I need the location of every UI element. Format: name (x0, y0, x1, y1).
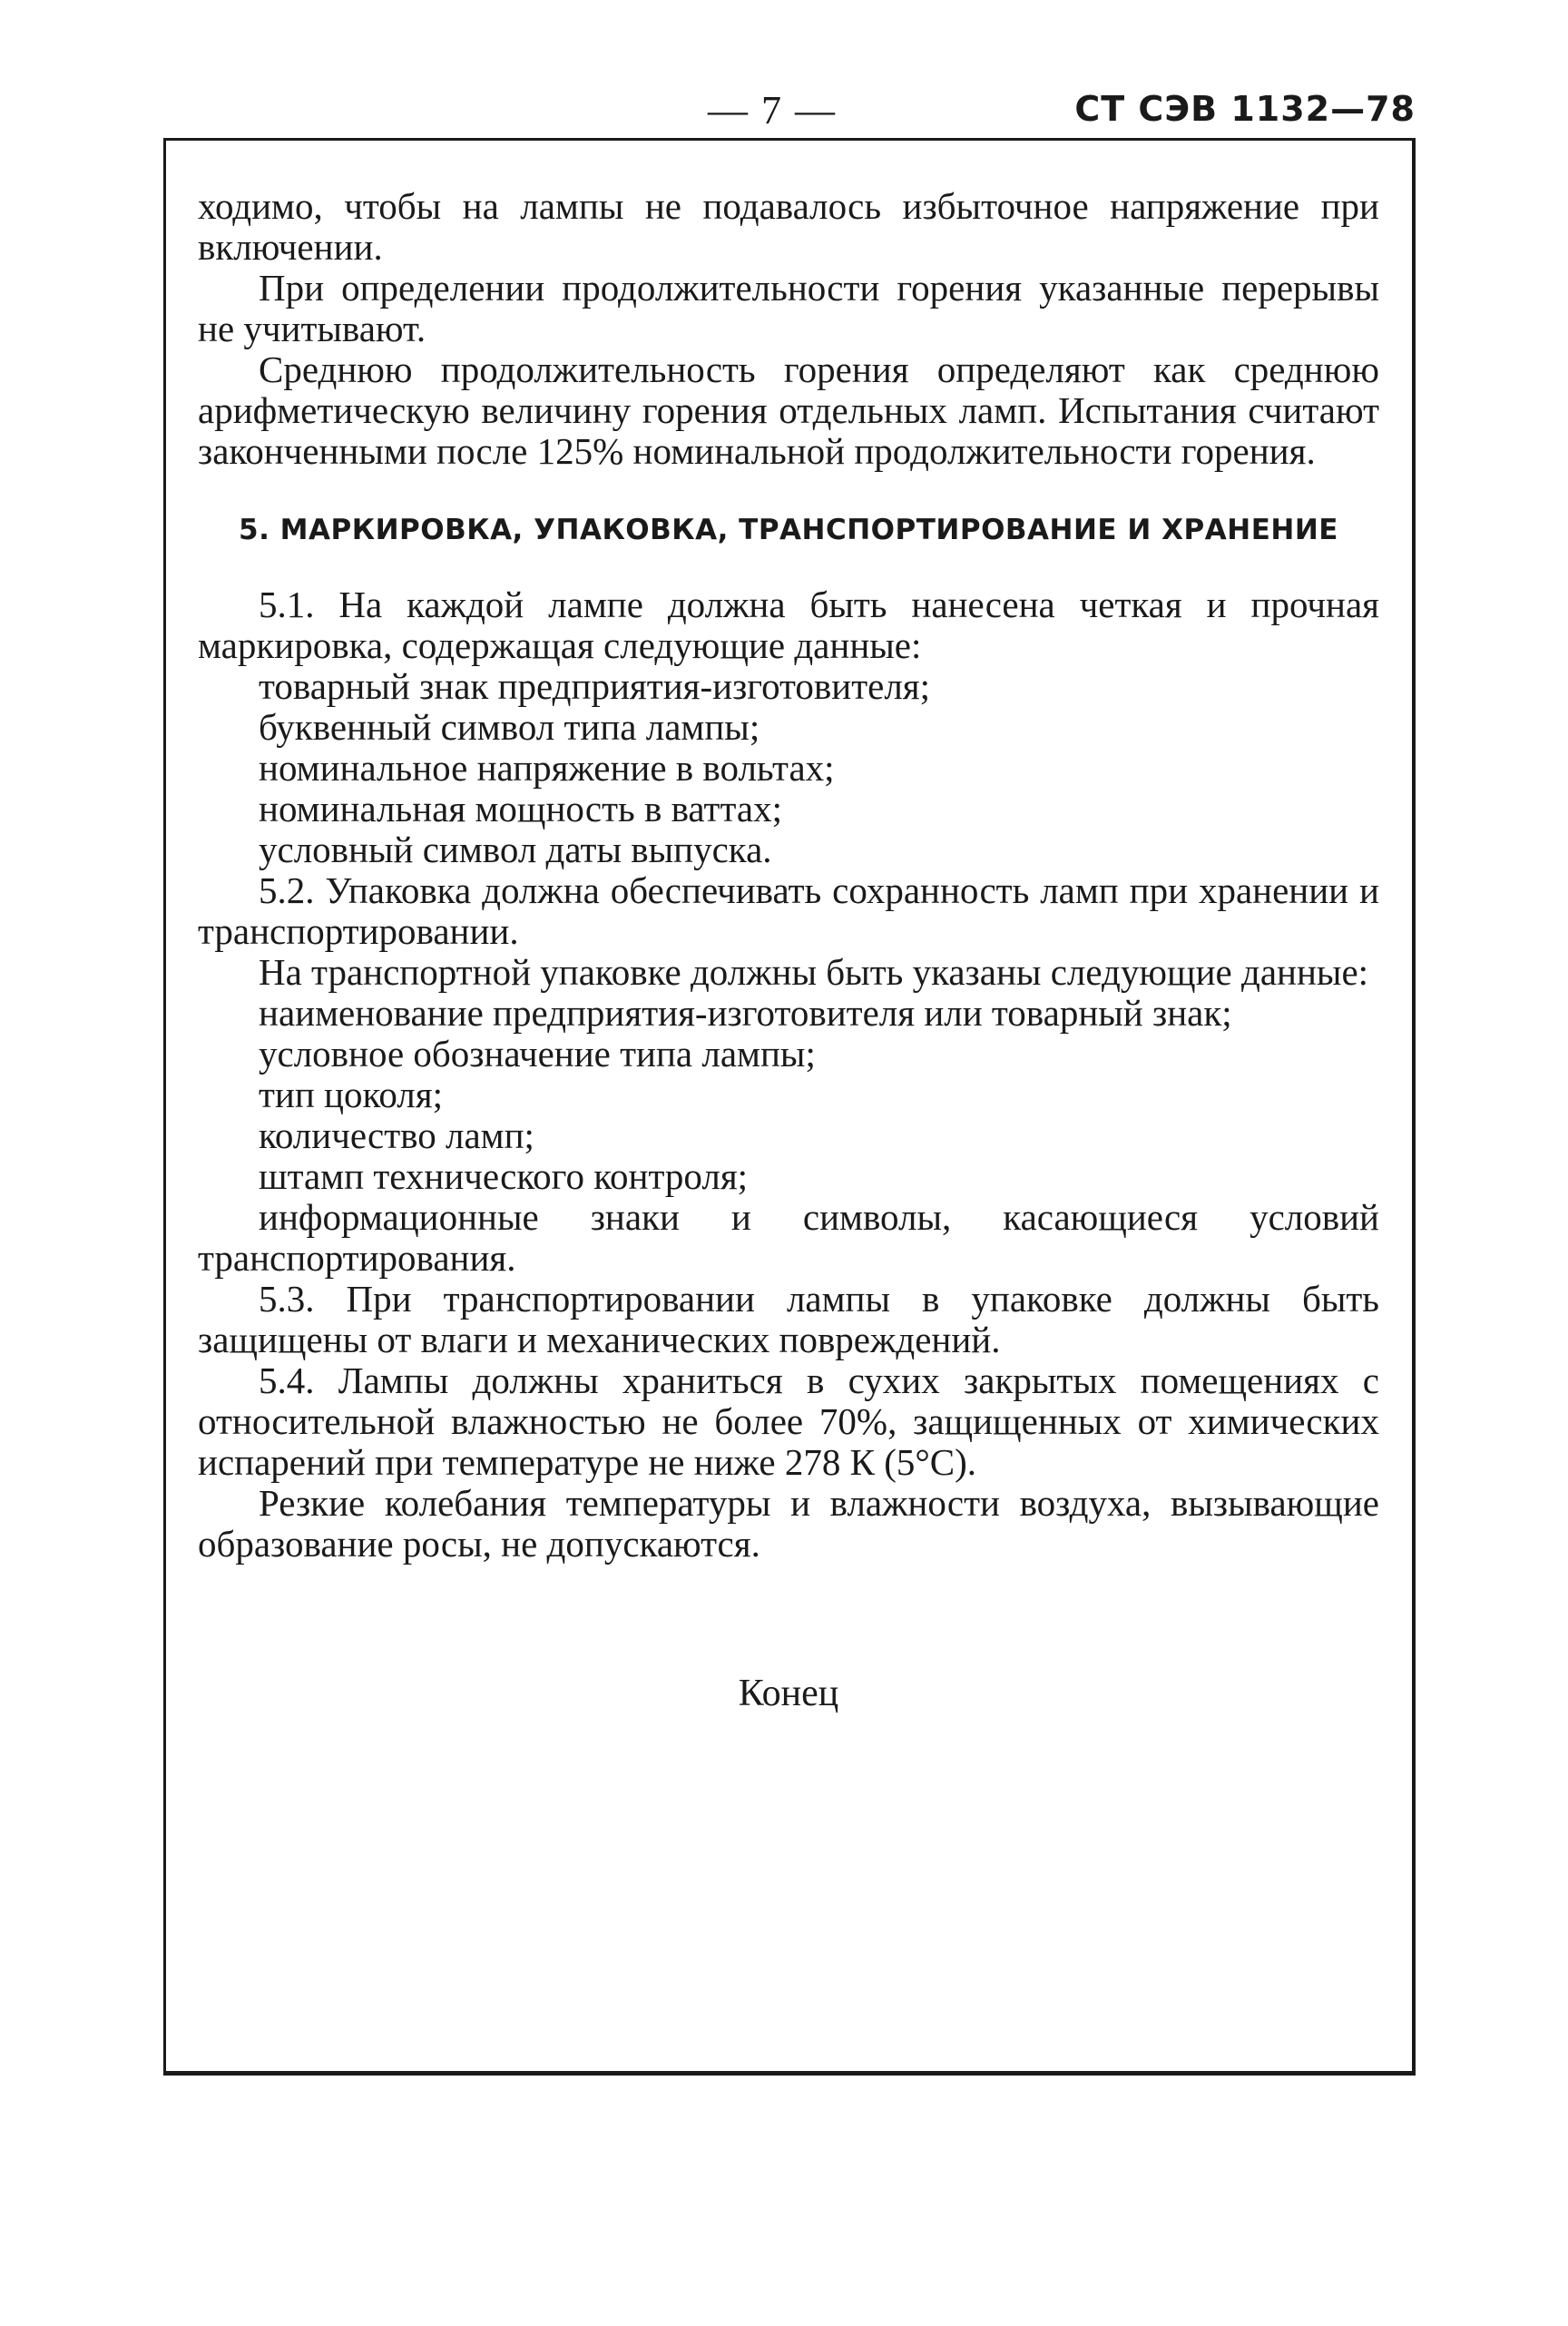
clause-5-4-note: Резкие колебания температуры и влажности воздуха, вызывающие образование росы, не допускаются. (198, 1482, 1379, 1565)
section-heading: 5. МАРКИРОВКА, УПАКОВКА, ТРАНСПОРТИРОВАНИЕ И ХРАНЕНИЕ (239, 514, 1338, 546)
marking-list-item: товарный знак предприятия-изготовителя; (259, 665, 931, 707)
clause-5-3: 5.3. При транспортировании лампы в упаковке должны быть защищены от влаги и механических повреждений. (198, 1278, 1379, 1360)
intro-paragraph-2: При определении продолжительности горения указанные перерывы не учитывают. (198, 267, 1379, 349)
packaging-list-item: количество ламп; (259, 1114, 534, 1156)
clause-5-1: 5.1. На каждой лампе должна быть нанесена четкая и прочная маркировка, содержащая следующие данные: (198, 584, 1379, 666)
marking-list-item: номинальное напряжение в вольтах; (259, 747, 835, 789)
intro-paragraph-1: ходимо, чтобы на лампы не подавалось избыточное напряжение при включении. (198, 185, 1379, 268)
page-number: — 7 — (708, 88, 837, 132)
page-header (708, 87, 1416, 142)
packaging-list-item: штамп технического контроля; (259, 1155, 749, 1197)
clause-5-2-transport: На транспортной упаковке должны быть указаны следующие данные: (259, 951, 1369, 993)
packaging-list-item: наименование предприятия-изготовителя или товарный знак; (259, 992, 1232, 1034)
packaging-list-item: тип цоколя; (259, 1074, 443, 1115)
clause-5-2: 5.2. Упаковка должна обеспечивать сохранность ламп при хранении и транспортировании. (198, 869, 1379, 952)
standard-code: СТ СЭВ 1132—78 (1074, 89, 1416, 129)
marking-list-item: буквенный символ типа лампы; (259, 706, 760, 748)
end-mark: Конец (738, 1673, 839, 1714)
clause-5-4: 5.4. Лампы должны храниться в сухих закрытых помещениях с относительной влажностью не более 70%, защищенных от химических испарений при температуре не ниже 278 К (5°С). (198, 1359, 1379, 1483)
marking-list-item: номинальная мощность в ваттах; (259, 788, 782, 829)
packaging-list-item: условное обозначение типа лампы; (259, 1033, 816, 1075)
intro-paragraph-3: Среднюю продолжительность горения определяют как среднюю арифметическую величину горения отдельных ламп. Испытания считают законченными после 125% номинальной продолжительности горения. (198, 348, 1379, 472)
marking-list-item: условный символ даты выпуска. (259, 829, 772, 870)
document-body (198, 186, 1379, 1714)
packaging-list-item: информационные знаки и символы, касающиеся условий транспортирования. (198, 1196, 1379, 1279)
